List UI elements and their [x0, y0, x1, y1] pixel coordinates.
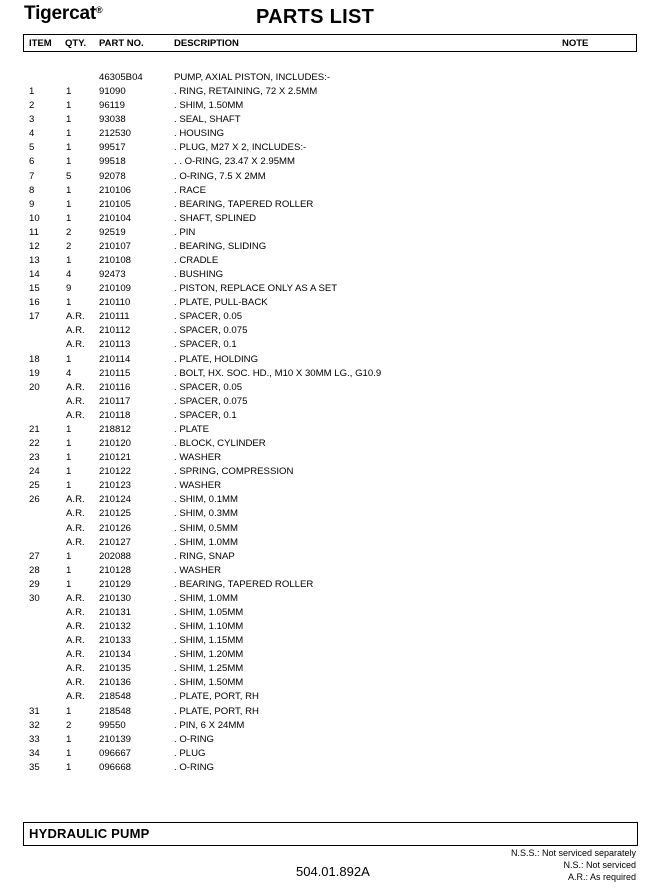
cell-description: . PLATE, PORT, RH — [174, 691, 259, 703]
cell-part-no: 210118 — [99, 409, 131, 421]
cell-part-no: 218548 — [99, 705, 132, 717]
cell-qty: A.R. — [66, 409, 85, 421]
cell-item: 16 — [29, 297, 40, 309]
cell-description: . SHIM, 0.1MM — [174, 494, 238, 506]
cell-part-no: 99518 — [99, 156, 126, 168]
cell-description: . BOLT, HX. SOC. HD., M10 X 30MM LG., G10.9 — [174, 367, 382, 379]
cell-part-no: 210106 — [99, 184, 132, 196]
cell-description: . O-RING, 7.5 X 2MM — [174, 170, 266, 182]
table-row — [0, 381, 656, 395]
cell-qty: A.R. — [66, 606, 85, 618]
cell-description: PUMP, AXIAL PISTON, INCLUDES:- — [174, 72, 331, 83]
cell-part-no: 96119 — [99, 100, 125, 112]
table-row — [0, 747, 656, 761]
cell-item: 18 — [29, 353, 40, 365]
cell-part-no: 096667 — [99, 747, 132, 759]
cell-qty: A.R. — [66, 339, 85, 351]
cell-part-no: 218548 — [99, 691, 132, 703]
cell-item: 11 — [29, 226, 39, 238]
cell-qty: 2 — [66, 226, 72, 238]
table-row — [0, 437, 656, 451]
table-row — [0, 99, 656, 113]
cell-qty: A.R. — [66, 691, 85, 703]
cell-item: 17 — [29, 311, 40, 323]
cell-description: . BEARING, TAPERED ROLLER — [174, 578, 314, 590]
cell-description: . PLUG, M27 X 2, INCLUDES:- — [174, 142, 307, 154]
cell-item: 4 — [29, 128, 35, 140]
cell-qty: A.R. — [66, 522, 85, 534]
table-row — [0, 184, 656, 198]
registered-mark: ® — [95, 5, 103, 15]
cell-description: . . O-RING, 23.47 X 2.95MM — [174, 156, 296, 168]
cell-item: 25 — [29, 480, 40, 492]
cell-description: . SHIM, 0.5MM — [174, 522, 238, 534]
cell-description: . PIN — [174, 226, 196, 238]
cell-part-no: 99517 — [99, 142, 126, 154]
table-row — [0, 338, 656, 352]
cell-item: 32 — [29, 719, 40, 731]
cell-description: . BEARING, TAPERED ROLLER — [174, 198, 314, 210]
cell-item: 7 — [29, 170, 35, 182]
cell-part-no: 210114 — [99, 353, 131, 365]
cell-part-no: 210110 — [99, 297, 131, 309]
table-row — [0, 578, 656, 592]
cell-description: . SHIM, 1.20MM — [174, 649, 244, 661]
table-row — [0, 198, 656, 212]
table-row — [0, 761, 656, 775]
cell-part-no: 210125 — [99, 508, 132, 520]
cell-description: . SHAFT, SPLINED — [174, 212, 257, 224]
cell-part-no: 210139 — [99, 733, 132, 745]
legend — [511, 847, 636, 883]
cell-description: . PLATE, HOLDING — [174, 353, 259, 365]
cell-description: . SPACER, 0.05 — [174, 381, 243, 393]
table-row — [0, 155, 656, 169]
cell-qty: 1 — [66, 480, 72, 492]
legend-nss: N.S.S.: Not serviced separately — [510, 848, 636, 858]
cell-qty: A.R. — [66, 621, 85, 633]
page-number: 504.01.892A — [296, 864, 370, 879]
cell-qty: 1 — [66, 466, 72, 478]
cell-description: . RING, RETAINING, 72 X 2.5MM — [174, 86, 318, 98]
cell-part-no: 210116 — [99, 381, 131, 393]
cell-part-no: 210132 — [99, 621, 132, 633]
header-item: ITEM — [29, 38, 52, 49]
cell-part-no: 46305B04 — [99, 72, 143, 83]
cell-item: 15 — [29, 283, 40, 295]
cell-part-no: 210128 — [99, 564, 132, 576]
table-row — [0, 592, 656, 606]
table-row — [0, 536, 656, 550]
cell-description: . PLATE — [174, 423, 210, 435]
legend-ns: N.S.: Not serviced — [563, 860, 636, 870]
cell-qty: 1 — [66, 578, 72, 590]
cell-part-no: 212530 — [99, 128, 132, 140]
header-note: NOTE — [562, 38, 589, 49]
cell-description: . BUSHING — [174, 269, 224, 281]
cell-part-no: 210124 — [99, 494, 132, 506]
cell-part-no: 210129 — [99, 578, 132, 590]
cell-qty: A.R. — [66, 381, 85, 393]
cell-description: . CRADLE — [174, 255, 219, 267]
header-qty: QTY. — [65, 38, 87, 49]
cell-item: 26 — [29, 494, 40, 506]
table-row — [0, 141, 656, 155]
cell-qty: A.R. — [66, 494, 85, 506]
table-row — [0, 212, 656, 226]
cell-description: . RING, SNAP — [174, 550, 235, 562]
cell-description: . PIN, 6 X 24MM — [174, 719, 245, 731]
cell-qty: 1 — [66, 353, 72, 365]
cell-qty: 9 — [66, 283, 72, 295]
table-row — [0, 85, 656, 99]
cell-part-no: 93038 — [99, 114, 126, 126]
table-row — [0, 367, 656, 381]
cell-description: . SHIM, 1.10MM — [174, 621, 244, 633]
cell-item: 14 — [29, 269, 40, 281]
cell-part-no: 210104 — [99, 212, 132, 224]
cell-qty: 1 — [66, 550, 72, 562]
cell-description: . RACE — [174, 184, 206, 196]
cell-item: 27 — [29, 550, 40, 562]
cell-qty: 1 — [66, 156, 72, 168]
cell-description: . PLUG — [174, 747, 206, 759]
cell-description: . SHIM, 1.15MM — [174, 635, 244, 647]
cell-qty: 1 — [66, 142, 72, 154]
cell-item: 8 — [29, 184, 35, 196]
table-row — [0, 451, 656, 465]
table-row — [0, 170, 656, 184]
table-row — [0, 620, 656, 634]
cell-part-no: 210121 — [99, 452, 132, 464]
header-description: DESCRIPTION — [174, 38, 239, 49]
cell-qty: A.R. — [66, 592, 85, 604]
cell-qty: A.R. — [66, 311, 85, 323]
cell-part-no: 92078 — [99, 170, 126, 182]
table-row — [0, 409, 656, 423]
table-row — [0, 733, 656, 747]
cell-description: . BEARING, SLIDING — [174, 240, 267, 252]
cell-qty: A.R. — [66, 677, 85, 689]
cell-part-no: 91090 — [99, 86, 126, 98]
cell-description: . SHIM, 1.05MM — [174, 606, 244, 618]
brand-logo — [24, 3, 102, 25]
cell-qty: 1 — [66, 255, 72, 267]
cell-item: 9 — [29, 198, 35, 210]
cell-item: 35 — [29, 761, 40, 773]
table-row — [0, 353, 656, 367]
table-row — [0, 465, 656, 479]
cell-part-no: 096668 — [99, 761, 132, 773]
cell-qty: 1 — [66, 114, 72, 126]
table-row — [0, 719, 656, 733]
cell-part-no: 218812 — [99, 423, 132, 435]
cell-description: . SPACER, 0.1 — [174, 409, 237, 421]
cell-part-no: 210113 — [99, 339, 131, 351]
cell-qty: 4 — [66, 367, 72, 379]
cell-qty: 1 — [66, 100, 72, 112]
cell-qty: A.R. — [66, 663, 85, 675]
cell-item: 6 — [29, 156, 35, 168]
cell-description: . SHIM, 1.0MM — [174, 592, 238, 604]
cell-qty: A.R. — [66, 325, 85, 337]
cell-qty: 1 — [66, 705, 72, 717]
cell-description: . O-RING — [174, 733, 214, 745]
cell-qty: 2 — [66, 719, 72, 731]
cell-item: 30 — [29, 592, 40, 604]
cell-item: 34 — [29, 747, 40, 759]
cell-part-no: 92473 — [99, 269, 126, 281]
table-row — [0, 268, 656, 282]
table-row — [0, 676, 656, 690]
cell-description: . HOUSING — [174, 128, 225, 140]
table-row — [0, 690, 656, 704]
cell-description: . PISTON, REPLACE ONLY AS A SET — [174, 283, 338, 295]
cell-qty: 1 — [66, 452, 72, 464]
table-row — [0, 606, 656, 620]
page-title: PARTS LIST — [256, 6, 375, 28]
cell-description: . WASHER — [174, 452, 222, 464]
cell-item: 21 — [29, 423, 40, 435]
table-row — [0, 282, 656, 296]
table-row — [0, 324, 656, 338]
table-row — [0, 550, 656, 564]
table-row — [0, 71, 656, 85]
cell-item: 5 — [29, 142, 35, 154]
cell-part-no: 210112 — [99, 325, 131, 337]
cell-part-no: 210134 — [99, 649, 132, 661]
cell-part-no: 210122 — [99, 466, 132, 478]
cell-item: 10 — [29, 212, 40, 224]
cell-item: 12 — [29, 240, 40, 252]
cell-part-no: 210107 — [99, 240, 132, 252]
cell-part-no: 210131 — [99, 606, 132, 618]
cell-qty: 1 — [66, 747, 72, 759]
cell-qty: 1 — [66, 423, 72, 435]
cell-description: . SHIM, 1.0MM — [174, 536, 238, 548]
assembly-title: HYDRAULIC PUMP — [29, 826, 150, 841]
cell-description: . SHIM, 1.25MM — [174, 663, 244, 675]
table-row — [0, 127, 656, 141]
table-row — [0, 479, 656, 493]
brand-name: Tigercat — [24, 3, 96, 24]
cell-qty: A.R. — [66, 508, 85, 520]
cell-qty: 5 — [66, 170, 72, 182]
cell-part-no: 210109 — [99, 283, 132, 295]
table-row — [0, 113, 656, 127]
table-row — [0, 240, 656, 254]
cell-part-no: 210133 — [99, 635, 132, 647]
cell-qty: 1 — [66, 86, 72, 98]
cell-qty: 4 — [66, 269, 72, 281]
cell-description: . SPACER, 0.05 — [174, 311, 243, 323]
cell-part-no: 210127 — [99, 536, 132, 548]
cell-description: . SPACER, 0.075 — [174, 325, 248, 337]
table-row — [0, 564, 656, 578]
table-row — [0, 648, 656, 662]
cell-part-no: 210117 — [99, 395, 131, 407]
cell-description: . PLATE, PORT, RH — [174, 705, 259, 717]
cell-part-no: 99550 — [99, 719, 126, 731]
cell-item: 23 — [29, 452, 40, 464]
cell-item: 31 — [29, 705, 40, 717]
cell-description: . SHIM, 1.50MM — [174, 100, 244, 112]
cell-description: . WASHER — [174, 480, 222, 492]
parts-table-body — [0, 71, 656, 775]
table-row — [0, 395, 656, 409]
cell-qty: 1 — [66, 198, 72, 210]
cell-description: . SPRING, COMPRESSION — [174, 466, 294, 478]
cell-description: . BLOCK, CYLINDER — [174, 438, 266, 450]
cell-description: . O-RING — [174, 761, 214, 773]
cell-description: . SHIM, 0.3MM — [174, 508, 238, 520]
cell-item: 29 — [29, 578, 40, 590]
cell-qty: 1 — [66, 212, 72, 224]
cell-description: . PLATE, PULL-BACK — [174, 297, 268, 309]
cell-qty: 1 — [66, 128, 72, 140]
table-row — [0, 310, 656, 324]
cell-qty: 1 — [66, 184, 72, 196]
legend-ar: A.R.: As required — [567, 872, 636, 882]
header-part-no: PART NO. — [99, 38, 144, 49]
table-row — [0, 226, 656, 240]
cell-part-no: 210130 — [99, 592, 132, 604]
cell-part-no: 210115 — [99, 367, 131, 379]
cell-part-no: 210108 — [99, 255, 132, 267]
cell-part-no: 210123 — [99, 480, 132, 492]
cell-part-no: 92519 — [99, 226, 126, 238]
table-row — [0, 493, 656, 507]
cell-qty: 1 — [66, 438, 72, 450]
cell-description: . SPACER, 0.075 — [174, 395, 248, 407]
cell-qty: A.R. — [66, 395, 85, 407]
cell-qty: 1 — [66, 733, 72, 745]
cell-item: 24 — [29, 466, 40, 478]
table-row — [0, 634, 656, 648]
cell-description: . SPACER, 0.1 — [174, 339, 237, 351]
cell-item: 28 — [29, 564, 40, 576]
cell-qty: A.R. — [66, 536, 85, 548]
cell-description: . SEAL, SHAFT — [174, 114, 241, 126]
cell-qty: 1 — [66, 564, 72, 576]
cell-item: 33 — [29, 733, 40, 745]
cell-item: 20 — [29, 381, 40, 393]
cell-qty: A.R. — [66, 635, 85, 647]
table-row — [0, 522, 656, 536]
table-row — [0, 662, 656, 676]
cell-qty: 2 — [66, 240, 72, 252]
cell-qty: A.R. — [66, 649, 85, 661]
cell-item: 22 — [29, 438, 40, 450]
table-row — [0, 705, 656, 719]
cell-part-no: 202088 — [99, 550, 132, 562]
table-row — [0, 423, 656, 437]
cell-part-no: 210135 — [99, 663, 132, 675]
cell-item: 1 — [29, 86, 35, 98]
cell-description: . WASHER — [174, 564, 222, 576]
cell-part-no: 210136 — [99, 677, 132, 689]
cell-item: 3 — [29, 114, 35, 126]
cell-part-no: 210120 — [99, 438, 132, 450]
cell-qty: 1 — [66, 761, 72, 773]
table-row — [0, 254, 656, 268]
cell-part-no: 210111 — [99, 311, 130, 323]
cell-qty: 1 — [66, 297, 72, 309]
table-row — [0, 296, 656, 310]
cell-item: 13 — [29, 255, 40, 267]
cell-item: 2 — [29, 100, 35, 112]
cell-part-no: 210105 — [99, 198, 132, 210]
cell-part-no: 210126 — [99, 522, 132, 534]
cell-description: . SHIM, 1.50MM — [174, 677, 244, 689]
cell-item: 19 — [29, 367, 40, 379]
table-row — [0, 507, 656, 521]
